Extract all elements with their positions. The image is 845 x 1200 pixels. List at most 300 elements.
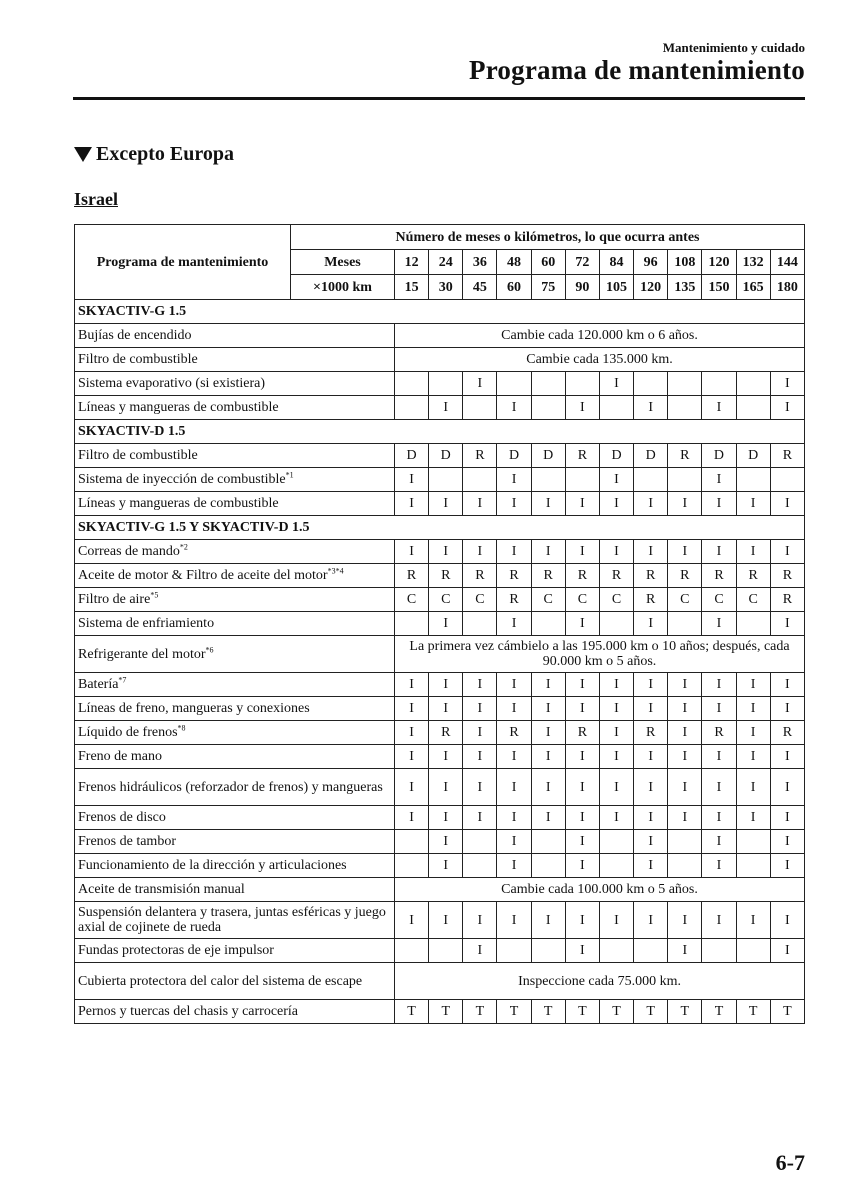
service-mark [531, 939, 565, 963]
service-mark: I [634, 396, 668, 420]
service-mark [565, 372, 599, 396]
month-header: 24 [429, 250, 463, 275]
item-name-text: Filtro de combustible [78, 448, 198, 463]
service-mark: I [668, 902, 702, 939]
month-header: 48 [497, 250, 531, 275]
service-mark: C [429, 588, 463, 612]
item-name-text: Frenos de tambor [78, 834, 176, 849]
item-name [75, 673, 395, 697]
item-name [75, 1000, 395, 1024]
km-label: ×1000 km [291, 275, 395, 300]
service-mark: I [668, 806, 702, 830]
service-mark: I [770, 902, 804, 939]
item-name [75, 697, 395, 721]
footnote-ref: *3*4 [327, 566, 344, 576]
item-name-text: Sistema de inyección de combustible [78, 472, 286, 487]
item-name-text: Aceite de motor & Filtro de aceite del motor [78, 568, 328, 583]
service-mark [668, 830, 702, 854]
section-row-label: SKYACTIV-G 1.5 [75, 300, 805, 324]
service-mark: I [497, 745, 531, 769]
service-mark: C [565, 588, 599, 612]
month-header: 132 [736, 250, 770, 275]
km-header: 45 [463, 275, 497, 300]
month-header: 72 [565, 250, 599, 275]
service-mark [395, 854, 429, 878]
service-mark: I [395, 902, 429, 939]
service-mark: R [395, 564, 429, 588]
service-mark: I [463, 939, 497, 963]
service-mark [668, 854, 702, 878]
service-mark: I [770, 830, 804, 854]
service-mark: I [463, 492, 497, 516]
service-mark: I [565, 806, 599, 830]
service-mark [736, 372, 770, 396]
service-mark: R [634, 721, 668, 745]
service-mark: I [702, 396, 736, 420]
service-mark: C [463, 588, 497, 612]
interval-note: Cambie cada 120.000 km o 6 años. [395, 324, 805, 348]
table-row [75, 396, 805, 420]
item-name [75, 468, 395, 492]
service-mark: I [395, 721, 429, 745]
service-mark: I [429, 697, 463, 721]
km-header: 75 [531, 275, 565, 300]
service-mark: I [770, 769, 804, 806]
service-mark: T [599, 1000, 633, 1024]
service-mark [429, 939, 463, 963]
service-mark: I [770, 745, 804, 769]
service-mark: D [429, 444, 463, 468]
service-mark [736, 854, 770, 878]
item-name-text: Pernos y tuercas del chasis y carrocería [78, 1004, 299, 1019]
service-mark [429, 468, 463, 492]
page-title: Programa de mantenimiento [469, 55, 805, 85]
running-head: Mantenimiento y cuidado [662, 40, 805, 55]
service-mark: D [702, 444, 736, 468]
table-row [75, 939, 805, 963]
table-row [75, 300, 805, 324]
item-name-text: Frenos hidráulicos (reforzador de frenos) y mangueras [78, 779, 383, 795]
km-header: 150 [702, 275, 736, 300]
item-name-text: Líneas y mangueras de combustible [78, 496, 279, 511]
item-name [75, 492, 395, 516]
table-row [75, 1000, 805, 1024]
section-title [74, 143, 234, 166]
service-mark: R [770, 721, 804, 745]
service-mark: I [531, 902, 565, 939]
item-name-text: Refrigerante del motor [78, 646, 206, 662]
item-name [75, 769, 395, 806]
item-name [75, 324, 395, 348]
service-mark [463, 830, 497, 854]
service-mark: I [497, 830, 531, 854]
section-row-label: SKYACTIV-D 1.5 [75, 420, 805, 444]
service-mark: I [463, 769, 497, 806]
service-mark: T [634, 1000, 668, 1024]
service-mark: I [463, 540, 497, 564]
service-mark: I [565, 697, 599, 721]
service-mark: I [395, 673, 429, 697]
footnote-ref: *6 [205, 644, 214, 654]
service-mark [599, 612, 633, 636]
service-mark [668, 468, 702, 492]
item-name-text: Correas de mando [78, 544, 180, 559]
service-mark: C [702, 588, 736, 612]
service-mark: I [599, 902, 633, 939]
service-mark: I [634, 854, 668, 878]
item-name-text: Aceite de transmisión manual [78, 882, 245, 897]
item-name [75, 902, 395, 939]
service-mark: T [770, 1000, 804, 1024]
item-name-text: Funcionamiento de la dirección y articulaciones [78, 858, 347, 873]
service-mark: I [634, 806, 668, 830]
service-mark: R [463, 444, 497, 468]
km-header: 105 [599, 275, 633, 300]
service-mark [395, 372, 429, 396]
item-name [75, 806, 395, 830]
service-mark [497, 372, 531, 396]
service-mark: I [770, 854, 804, 878]
item-name-text: Líneas y mangueras de combustible [78, 400, 279, 415]
service-mark: I [565, 612, 599, 636]
service-mark: I [429, 745, 463, 769]
interval-note: La primera vez cámbielo a las 195.000 km o 10 años; después, cada 90.000 km o 5 años. [395, 636, 805, 673]
item-name [75, 963, 395, 1000]
service-mark: I [463, 806, 497, 830]
service-mark: R [770, 588, 804, 612]
service-mark [634, 468, 668, 492]
service-mark: I [599, 492, 633, 516]
service-mark: I [668, 673, 702, 697]
service-mark: D [599, 444, 633, 468]
service-mark: I [531, 721, 565, 745]
item-name [75, 612, 395, 636]
table-row [75, 745, 805, 769]
service-mark: I [463, 745, 497, 769]
service-mark: I [702, 697, 736, 721]
table-row [75, 612, 805, 636]
service-mark [599, 396, 633, 420]
item-name [75, 540, 395, 564]
service-mark: T [702, 1000, 736, 1024]
service-mark: I [634, 673, 668, 697]
service-mark: R [770, 564, 804, 588]
service-mark: I [702, 902, 736, 939]
service-mark: I [497, 396, 531, 420]
table-row [75, 468, 805, 492]
service-mark: D [395, 444, 429, 468]
service-mark: R [565, 444, 599, 468]
service-mark: R [634, 564, 668, 588]
service-mark: I [770, 806, 804, 830]
service-mark: D [531, 444, 565, 468]
service-mark: I [395, 806, 429, 830]
service-mark: R [770, 444, 804, 468]
interval-note: Cambie cada 135.000 km. [395, 348, 805, 372]
month-header: 144 [770, 250, 804, 275]
service-mark: C [531, 588, 565, 612]
service-mark [599, 830, 633, 854]
service-mark: I [736, 745, 770, 769]
service-mark: I [497, 612, 531, 636]
footnote-ref: *7 [118, 675, 127, 685]
service-mark: R [565, 721, 599, 745]
service-mark: I [599, 769, 633, 806]
service-mark: I [736, 492, 770, 516]
service-mark: I [531, 540, 565, 564]
service-mark: R [668, 564, 702, 588]
service-mark [736, 468, 770, 492]
service-mark: R [702, 564, 736, 588]
service-mark [634, 372, 668, 396]
service-mark [429, 372, 463, 396]
service-mark: I [668, 721, 702, 745]
service-mark: I [429, 612, 463, 636]
service-mark: I [395, 540, 429, 564]
item-name [75, 588, 395, 612]
service-mark [395, 939, 429, 963]
item-name-text: Freno de mano [78, 749, 162, 764]
service-mark: I [702, 612, 736, 636]
service-mark [531, 830, 565, 854]
service-mark: I [770, 372, 804, 396]
service-mark: R [736, 564, 770, 588]
item-name [75, 830, 395, 854]
service-mark: I [668, 745, 702, 769]
service-mark: I [463, 721, 497, 745]
service-mark: R [599, 564, 633, 588]
service-mark: I [668, 769, 702, 806]
service-mark [395, 830, 429, 854]
months-label: Meses [291, 250, 395, 275]
item-name-text: Líneas de freno, mangueras y conexiones [78, 701, 310, 716]
table-row [75, 348, 805, 372]
item-name-text: Filtro de aire [78, 592, 151, 607]
item-name [75, 372, 395, 396]
service-mark: T [497, 1000, 531, 1024]
service-mark: I [565, 769, 599, 806]
service-mark: I [429, 830, 463, 854]
service-mark: R [429, 721, 463, 745]
service-mark: I [702, 673, 736, 697]
service-mark: I [497, 468, 531, 492]
service-mark [395, 612, 429, 636]
service-mark: I [429, 769, 463, 806]
service-mark: I [497, 697, 531, 721]
service-mark: I [429, 806, 463, 830]
service-mark: I [531, 745, 565, 769]
km-header: 15 [395, 275, 429, 300]
service-mark [668, 372, 702, 396]
service-mark: I [565, 396, 599, 420]
service-mark: I [531, 697, 565, 721]
item-name [75, 745, 395, 769]
service-mark: I [770, 492, 804, 516]
month-header: 84 [599, 250, 633, 275]
table-row [75, 963, 805, 1000]
service-mark: I [565, 854, 599, 878]
service-mark: R [634, 588, 668, 612]
service-mark: I [497, 540, 531, 564]
service-mark: I [702, 806, 736, 830]
service-mark: I [565, 902, 599, 939]
service-mark: I [599, 721, 633, 745]
km-header: 90 [565, 275, 599, 300]
service-mark: I [395, 468, 429, 492]
month-header: 12 [395, 250, 429, 275]
service-mark: I [702, 830, 736, 854]
service-mark: I [668, 492, 702, 516]
service-mark: I [634, 540, 668, 564]
service-mark: I [531, 769, 565, 806]
service-mark [770, 468, 804, 492]
service-mark [531, 854, 565, 878]
table-row [75, 420, 805, 444]
service-mark: C [668, 588, 702, 612]
service-mark: I [770, 540, 804, 564]
service-mark: T [429, 1000, 463, 1024]
service-mark: R [668, 444, 702, 468]
service-mark: I [702, 745, 736, 769]
service-mark: I [531, 492, 565, 516]
km-header: 30 [429, 275, 463, 300]
service-mark: I [599, 697, 633, 721]
service-mark: I [497, 902, 531, 939]
item-name [75, 854, 395, 878]
service-mark: T [395, 1000, 429, 1024]
service-mark: I [395, 697, 429, 721]
service-mark: I [668, 697, 702, 721]
service-mark: I [736, 902, 770, 939]
footnote-ref: *8 [177, 723, 186, 733]
table-row [75, 902, 805, 939]
table-row [75, 444, 805, 468]
table-row [75, 721, 805, 745]
service-mark: I [565, 939, 599, 963]
km-header: 60 [497, 275, 531, 300]
item-name [75, 939, 395, 963]
item-name-text: Frenos de disco [78, 810, 166, 825]
service-mark: I [429, 540, 463, 564]
service-mark: I [429, 854, 463, 878]
table-row [75, 854, 805, 878]
service-mark: T [736, 1000, 770, 1024]
service-mark [736, 830, 770, 854]
table-row [75, 564, 805, 588]
service-mark: I [531, 673, 565, 697]
service-mark [736, 612, 770, 636]
maintenance-table [74, 224, 805, 1024]
service-mark [599, 854, 633, 878]
service-mark [736, 396, 770, 420]
section-row-label: SKYACTIV-G 1.5 Y SKYACTIV-D 1.5 [75, 516, 805, 540]
triangle-down-icon [74, 147, 92, 162]
service-mark: I [599, 372, 633, 396]
service-mark [668, 396, 702, 420]
service-mark: R [531, 564, 565, 588]
service-mark: D [736, 444, 770, 468]
service-mark: I [634, 492, 668, 516]
table-row [75, 516, 805, 540]
table-row [75, 769, 805, 806]
service-mark: I [634, 612, 668, 636]
service-mark: I [736, 540, 770, 564]
service-mark: I [497, 854, 531, 878]
item-name [75, 636, 395, 673]
service-mark: I [770, 612, 804, 636]
table-row [75, 830, 805, 854]
item-name [75, 564, 395, 588]
service-mark [531, 612, 565, 636]
service-mark: R [565, 564, 599, 588]
service-mark: I [429, 396, 463, 420]
item-name-text: Líquido de frenos [78, 725, 178, 740]
service-mark: I [599, 540, 633, 564]
top-header: Número de meses o kilómetros, lo que ocurra antes [291, 225, 805, 250]
service-mark: I [770, 396, 804, 420]
service-mark [702, 372, 736, 396]
item-name [75, 348, 395, 372]
service-mark: I [463, 372, 497, 396]
table-row [75, 878, 805, 902]
service-mark: I [702, 492, 736, 516]
table-row [75, 806, 805, 830]
footnote-ref: *5 [150, 590, 159, 600]
month-header: 36 [463, 250, 497, 275]
service-mark: I [668, 939, 702, 963]
table-row [75, 492, 805, 516]
service-mark: C [599, 588, 633, 612]
service-mark: I [702, 769, 736, 806]
table-row [75, 588, 805, 612]
km-header: 165 [736, 275, 770, 300]
service-mark: I [395, 745, 429, 769]
service-mark: C [395, 588, 429, 612]
service-mark: C [736, 588, 770, 612]
footnote-ref: *2 [179, 542, 188, 552]
service-mark [463, 468, 497, 492]
km-header: 135 [668, 275, 702, 300]
item-name-text: Sistema evaporativo (si existiera) [78, 376, 265, 391]
service-mark: I [463, 673, 497, 697]
service-mark: I [736, 721, 770, 745]
service-mark: I [599, 745, 633, 769]
service-mark [565, 468, 599, 492]
service-mark: I [395, 492, 429, 516]
service-mark: I [770, 673, 804, 697]
service-mark [463, 612, 497, 636]
service-mark: T [565, 1000, 599, 1024]
service-mark: R [429, 564, 463, 588]
service-mark: I [395, 769, 429, 806]
row-header: Programa de mantenimiento [75, 225, 291, 300]
service-mark: I [736, 697, 770, 721]
service-mark: I [463, 697, 497, 721]
month-header: 96 [634, 250, 668, 275]
service-mark [463, 854, 497, 878]
service-mark: T [531, 1000, 565, 1024]
service-mark: I [599, 673, 633, 697]
item-name-text: Sistema de enfriamiento [78, 616, 215, 631]
section-title-text: Excepto Europa [96, 143, 234, 165]
service-mark: I [770, 939, 804, 963]
service-mark: I [634, 902, 668, 939]
item-name [75, 878, 395, 902]
service-mark: I [702, 468, 736, 492]
service-mark: I [565, 673, 599, 697]
service-mark: I [497, 806, 531, 830]
sub-title: Israel [74, 189, 118, 209]
